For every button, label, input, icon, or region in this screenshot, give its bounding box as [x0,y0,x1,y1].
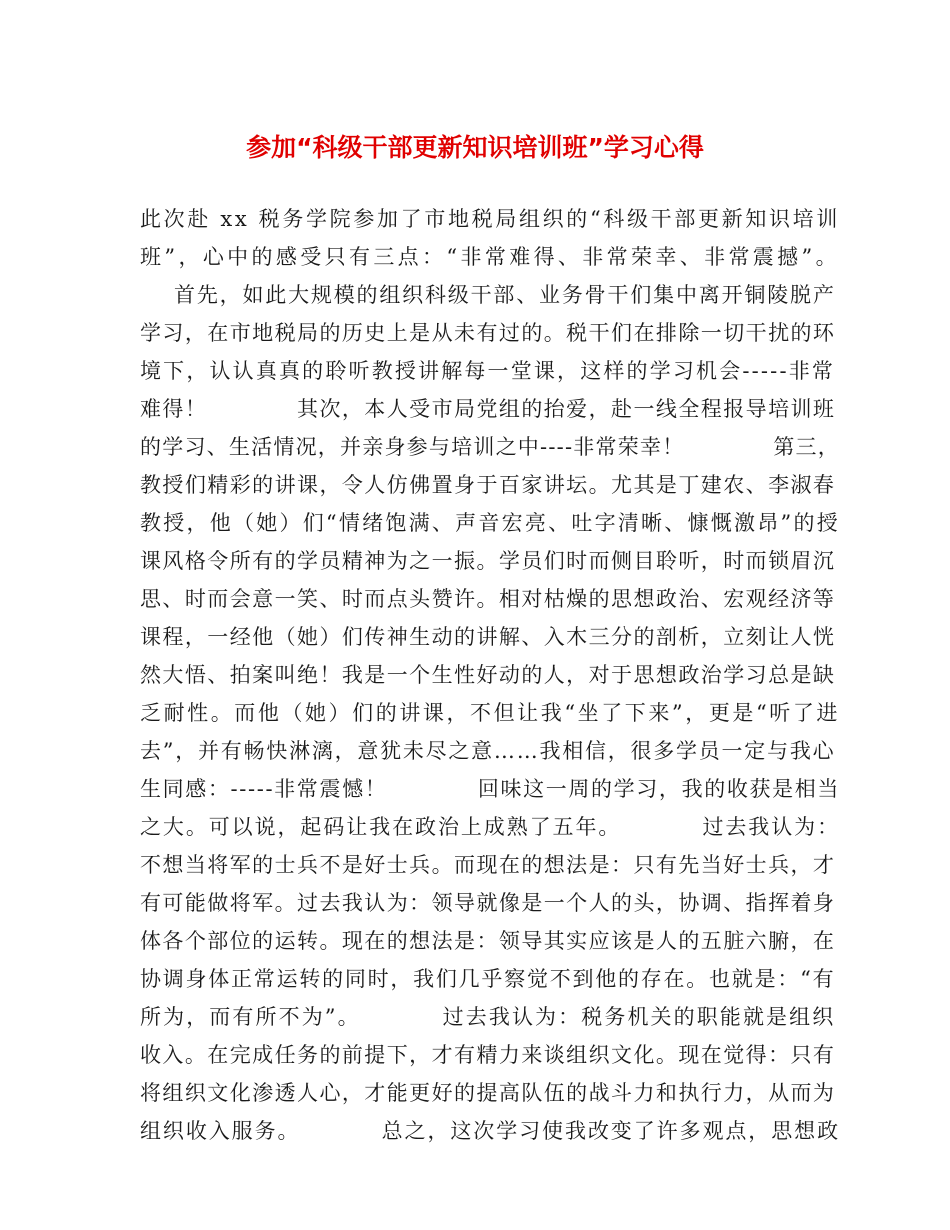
body-line: 此次赴 xx 税务学院参加了市地税局组织的“科级干部更新知识培训 [140,207,840,231]
body-line: 体各个部位的运转。现在的想法是：领导其实应该是人的五脏六腑，在 [140,929,836,953]
document-body [140,200,840,1150]
document-title: 参加“科级干部更新知识培训班”学习心得 [246,133,704,162]
body-line: 生同感：-----非常震憾！ 回味这一周的学习，我的收获是相当 [140,777,840,801]
body-line: 之大。可以说，起码让我在政治上成熟了五年。 过去我认为： [140,815,840,839]
body-line: 课程，一经他（她）们传神生动的讲解、入木三分的剖析，立刻让人恍 [140,625,836,649]
body-line: 去”，并有畅快淋漓，意犹未尽之意……我相信，很多学员一定与我心 [140,739,836,763]
body-line: 班”，心中的感受只有三点：“非常难得、非常荣幸、非常震撼”。 [140,245,840,269]
body-line: 教授们精彩的讲课，令人仿佛置身于百家讲坛。尤其是丁建农、李淑春 [140,473,836,497]
body-line: 有可能做将军。过去我认为：领导就像是一个人的头，协调、指挥着身 [140,891,836,915]
body-line: 教授，他（她）们“情绪饱满、声音宏亮、吐字清晰、慷慨激昂”的授 [140,511,840,535]
body-line: 协调身体正常运转的同时，我们几乎察觉不到他的存在。也就是：“有 [140,967,836,991]
body-line: 然大悟、拍案叫绝！我是一个生性好动的人，对于思想政治学习总是缺 [140,663,836,687]
body-line: 将组织文化渗透人心，才能更好的提高队伍的战斗力和执行力，从而为 [140,1081,836,1105]
body-line: 思、时而会意一笑、时而点头赞许。相对枯燥的思想政治、宏观经济等 [140,587,836,611]
body-line: 境下，认认真真的聆听教授讲解每一堂课，这样的学习机会-----非常 [140,359,836,383]
body-line: 不想当将军的士兵不是好士兵。而现在的想法是：只有先当好士兵，才 [140,853,836,877]
body-line: 的学习、生活情况，并亲身参与培训之中----非常荣幸！ 第三， [140,435,840,459]
body-line: 课风格令所有的学员精神为之一振。学员们时而侧目聆听，时而锁眉沉 [140,549,836,573]
body-line: 乏耐性。而他（她）们的讲课，不但让我“坐了下来”，更是“听了进 [140,701,840,725]
body-line: 收入。在完成任务的前提下，才有精力来谈组织文化。现在觉得：只有 [140,1043,836,1067]
body-line: 学习，在市地税局的历史上是从未有过的。税干们在排除一切干扰的环 [140,321,836,345]
body-line: 所为，而有所不为”。 过去我认为：税务机关的职能就是组织 [140,1005,836,1029]
body-line: 首先，如此大规模的组织科级干部、业务骨干们集中离开铜陵脱产 [174,283,836,307]
body-line: 难得！ 其次，本人受市局党组的抬爱，赴一线全程报导培训班 [140,397,836,421]
body-line: 组织收入服务。 总之，这次学习使我改变了许多观点，思想政 [140,1119,840,1143]
